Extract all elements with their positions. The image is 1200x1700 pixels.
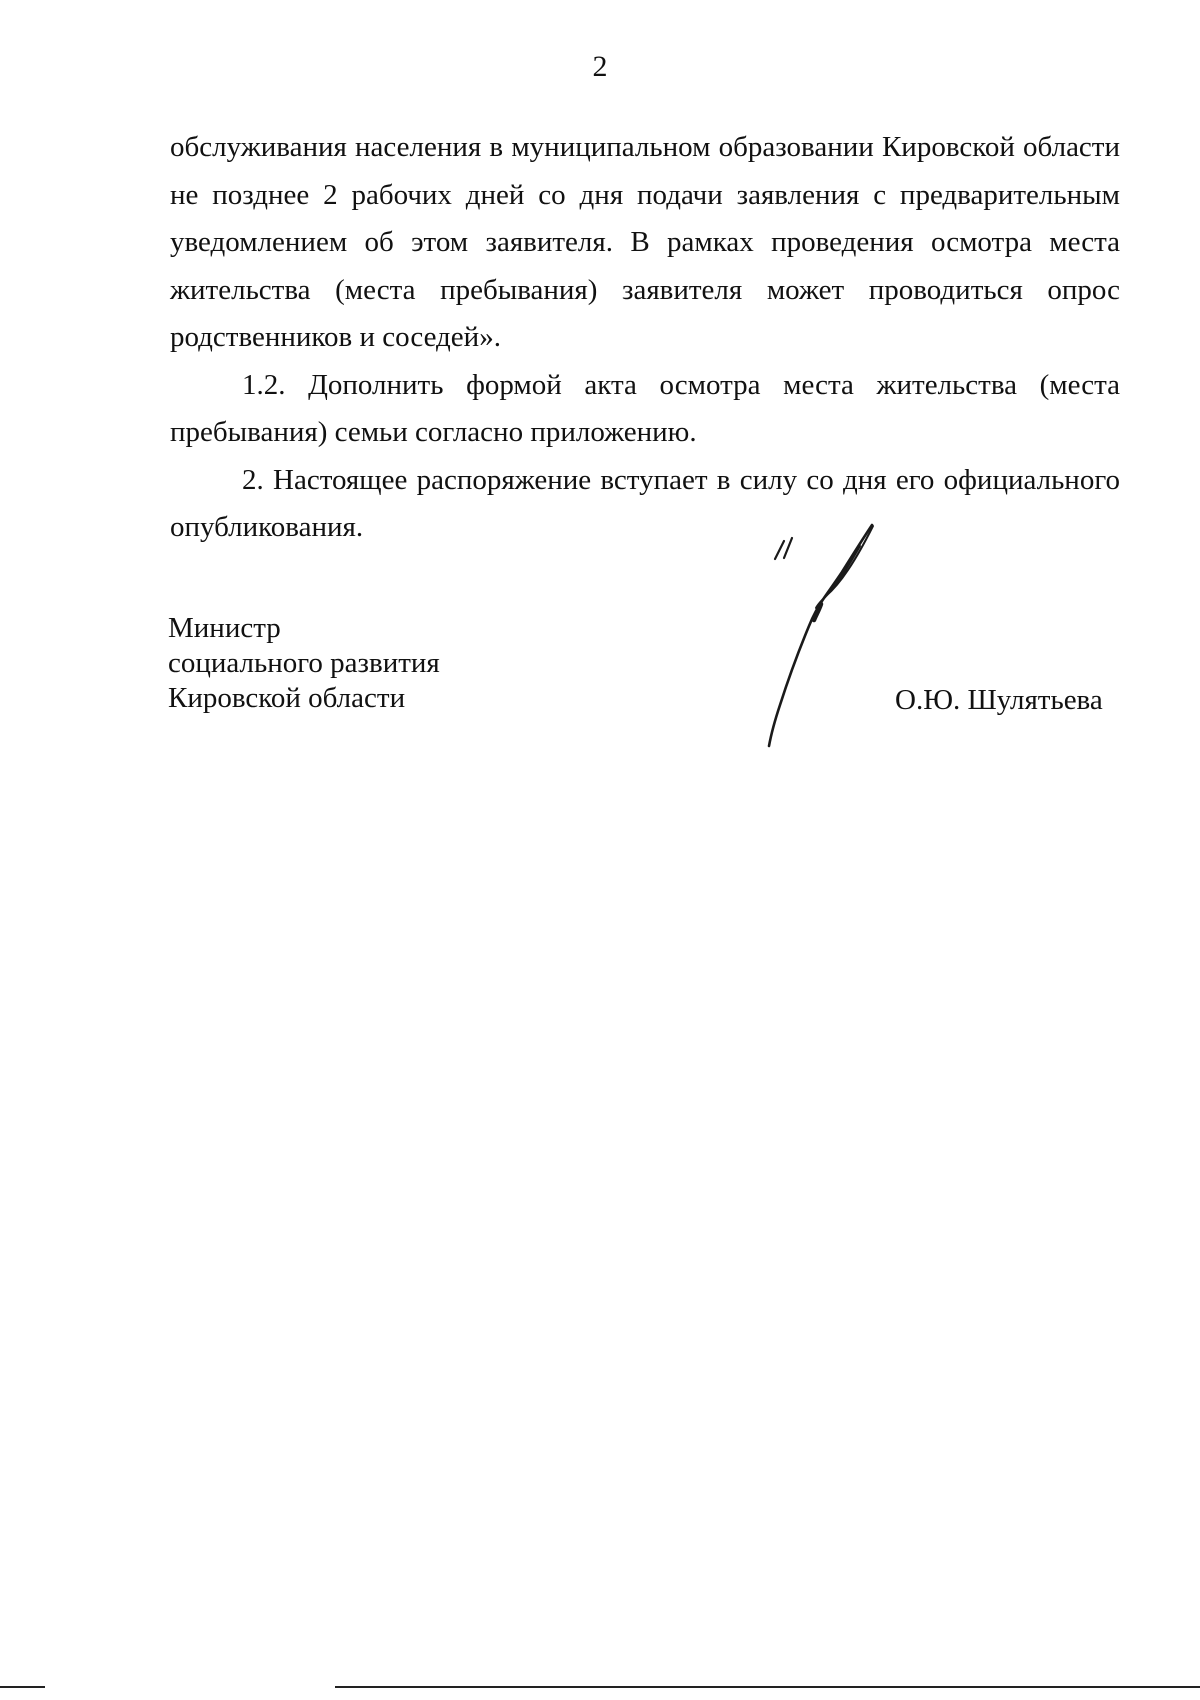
paragraph-continuation: обслуживания населения в муниципальном образовании Кировской области не позднее 2 рабочих дней со дня подачи заявления с предварительным уведомлением об этом заявителя. В рамках проведения осмотра места жительства (места пребывания) заявителя может проводиться опрос родственников и соседей».: [170, 131, 1120, 353]
footer-rule-left: [0, 1686, 45, 1688]
handwritten-signature: [740, 520, 900, 760]
position-line: Министр: [168, 612, 281, 644]
signature-tick-1: [775, 541, 784, 559]
position-line: Кировской области: [168, 682, 406, 714]
footer-rule-right: [335, 1686, 1200, 1688]
page-number: 2: [592, 50, 608, 83]
document-body: [170, 124, 1120, 552]
signature-tick-2: [784, 538, 792, 558]
position-line: социального развития: [168, 647, 440, 679]
paragraph-item-1-2: 1.2. Дополнить формой акта осмотра места жительства (места пребывания) семьи согласно приложению.: [170, 368, 1120, 448]
signatory-position: [168, 611, 440, 716]
signatory-name: О.Ю. Шулятьева: [895, 684, 1103, 716]
paragraph-item-2: 2. Настоящее распоряжение вступает в силу со дня его официального опубликования.: [170, 463, 1120, 543]
